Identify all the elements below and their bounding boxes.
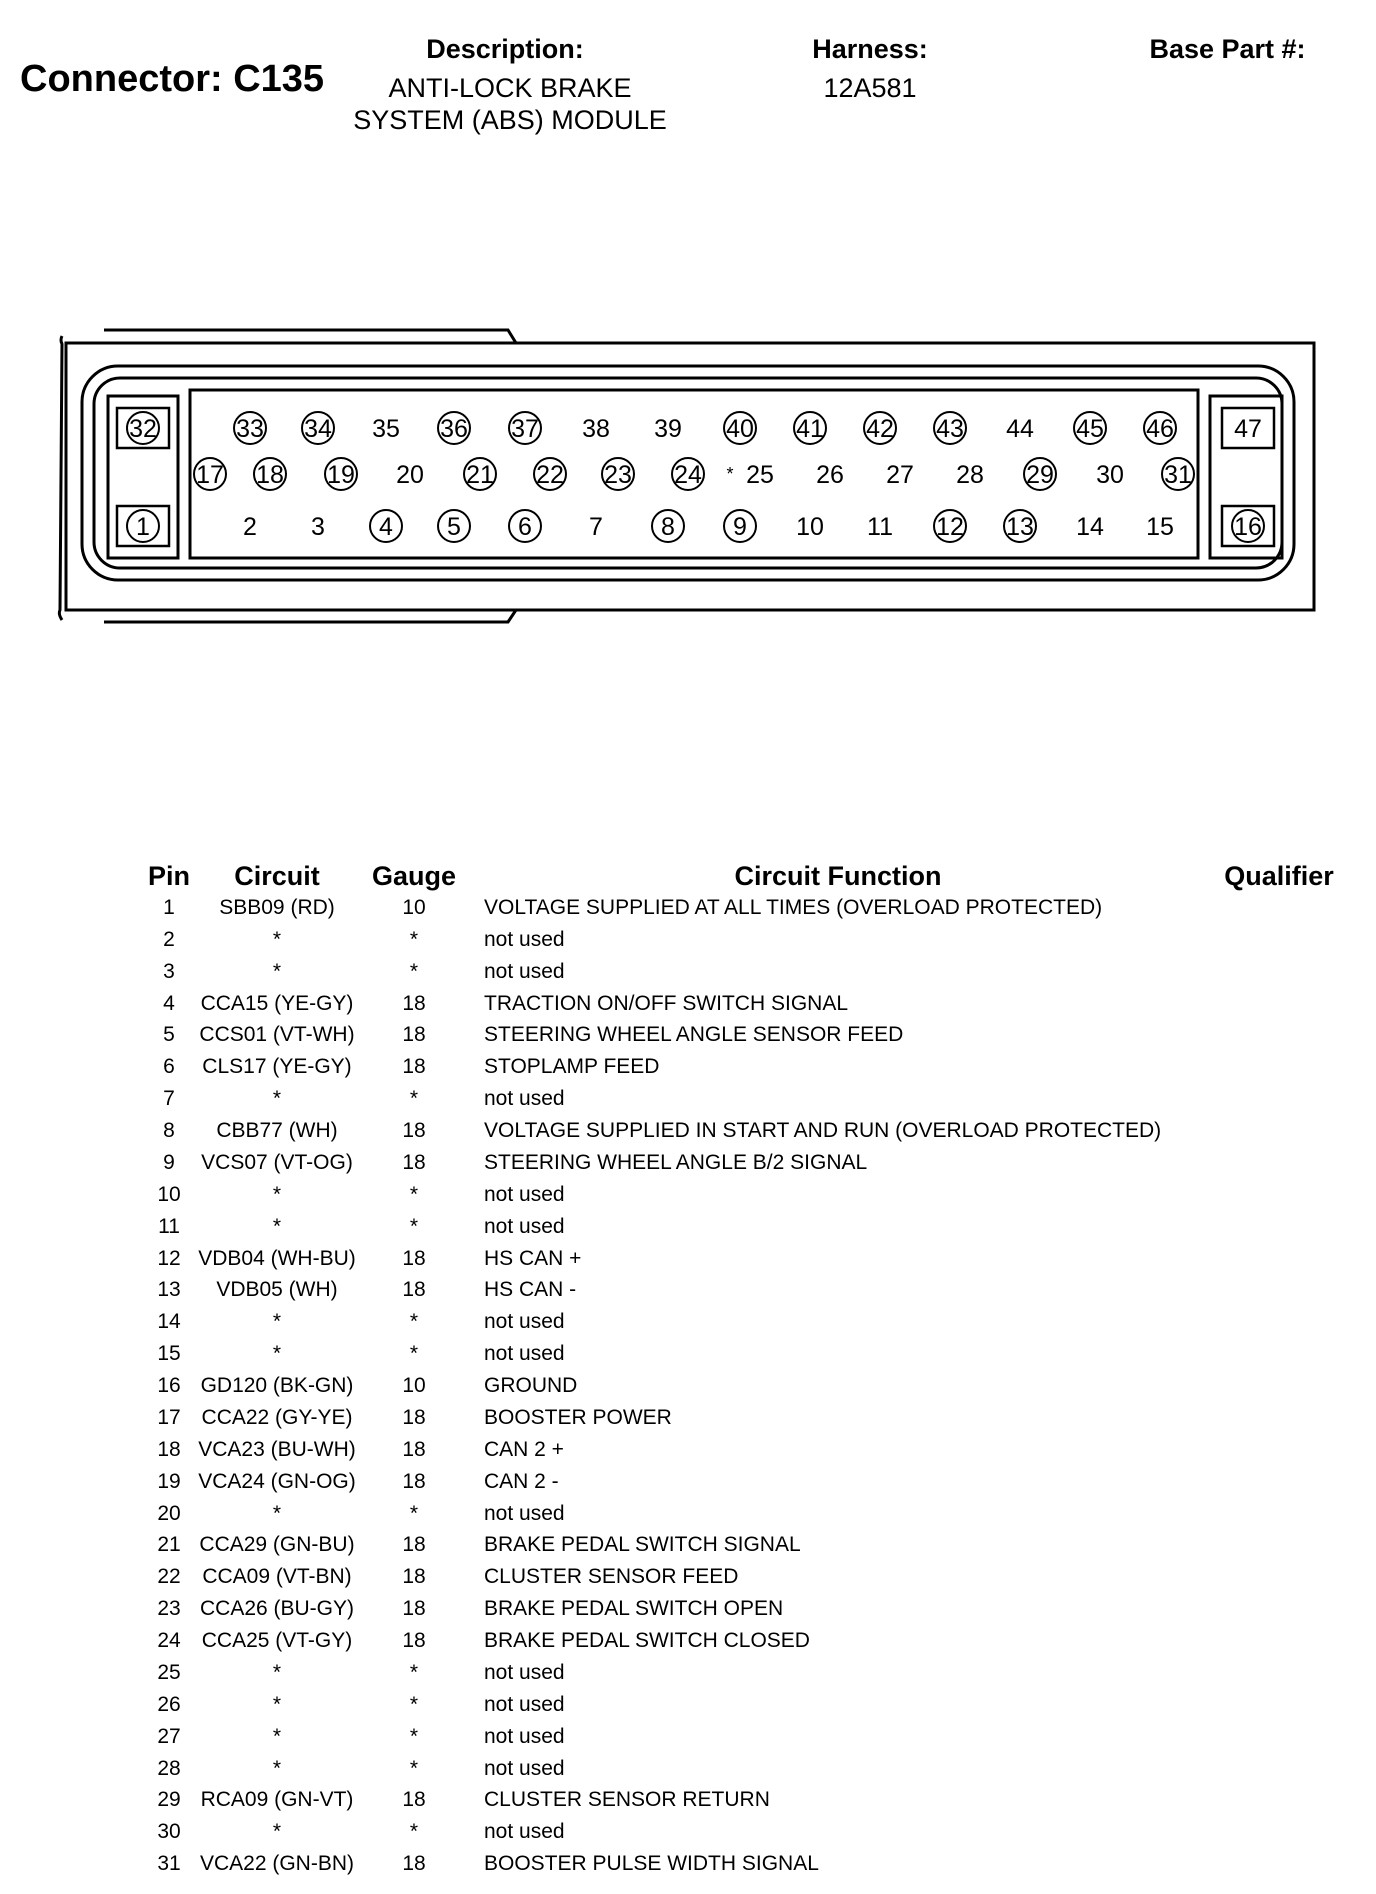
- pin-cell: 16: [157, 1374, 181, 1398]
- pin-cell: 25: [157, 1660, 181, 1684]
- table-row: [140, 1593, 1354, 1625]
- function-cell: BRAKE PEDAL SWITCH SIGNAL: [484, 1533, 801, 1557]
- pin-label-32: 32: [129, 415, 157, 443]
- qualifier-cell: [1204, 1689, 1354, 1721]
- function-cell: STEERING WHEEL ANGLE B/2 SIGNAL: [484, 1150, 868, 1174]
- qualifier-cell: [1204, 1020, 1354, 1052]
- connector-title: Connector: C135: [20, 58, 325, 100]
- function-cell: TRACTION ON/OFF SWITCH SIGNAL: [484, 991, 849, 1015]
- pin-label-36: 36: [440, 415, 468, 443]
- pin-cell: 14: [157, 1310, 181, 1334]
- gauge-cell: 18: [402, 1629, 426, 1653]
- table-header-row: [140, 858, 1354, 892]
- pin-cell: 15: [157, 1342, 181, 1366]
- circuit-cell: VCA24 (GN-OG): [198, 1469, 356, 1493]
- qualifier-cell: [1204, 1115, 1354, 1147]
- circuit-cell: *: [272, 927, 282, 951]
- pin-label-43: 43: [936, 415, 964, 443]
- circuit-cell: CCA22 (GY-YE): [201, 1405, 353, 1429]
- table-row: [140, 1275, 1354, 1307]
- function-cell: not used: [484, 1692, 565, 1716]
- qualifier-cell: [1204, 1243, 1354, 1275]
- table-row: [140, 956, 1354, 988]
- table-row: [140, 1243, 1354, 1275]
- function-cell: HS CAN +: [484, 1246, 582, 1270]
- pin-label-21: 21: [466, 461, 494, 489]
- table-row: [140, 1338, 1354, 1370]
- pin-label-8: 8: [661, 513, 675, 541]
- function-cell: not used: [484, 1342, 565, 1366]
- circuit-cell: SBB09 (RD): [219, 895, 335, 919]
- pin-label-33: 33: [236, 415, 264, 443]
- pin-label-17: 17: [196, 461, 224, 489]
- qualifier-cell: [1204, 1179, 1354, 1211]
- qualifier-cell: [1204, 1275, 1354, 1307]
- gauge-cell: 18: [402, 1852, 426, 1876]
- pin-cell: 2: [163, 927, 175, 951]
- pin-label-46: 46: [1146, 415, 1174, 443]
- gauge-cell: 18: [402, 1278, 426, 1302]
- pin-label-11: 11: [867, 513, 893, 541]
- qualifier-cell: [1204, 1211, 1354, 1243]
- table-row: [140, 1753, 1354, 1785]
- pin-cell: 13: [157, 1278, 181, 1302]
- table-row: [140, 1020, 1354, 1052]
- qualifier-cell: [1204, 1785, 1354, 1817]
- function-cell: not used: [484, 1724, 565, 1748]
- function-cell: BOOSTER PULSE WIDTH SIGNAL: [484, 1852, 819, 1876]
- circuit-cell: *: [272, 1342, 282, 1366]
- circuit-cell: *: [272, 1501, 282, 1525]
- pin-label-1: 1: [136, 513, 150, 541]
- qualifier-cell: [1204, 1147, 1354, 1179]
- qualifier-cell: [1204, 1370, 1354, 1402]
- connector-diagram: [0, 320, 1376, 640]
- pin-label-40: 40: [726, 415, 754, 443]
- gauge-cell: 18: [402, 1246, 426, 1270]
- header-pin: Pin: [147, 861, 190, 891]
- table-row: [140, 988, 1354, 1020]
- pin-cell: 18: [157, 1437, 181, 1461]
- pin-cell: 11: [158, 1214, 180, 1238]
- circuit-cell: CCS01 (VT-WH): [199, 1023, 355, 1047]
- pin-label-10: 10: [796, 513, 824, 541]
- gauge-cell: *: [409, 1660, 419, 1684]
- gauge-cell: *: [409, 1342, 419, 1366]
- qualifier-cell: [1204, 1593, 1354, 1625]
- pin-label-29: 29: [1026, 461, 1054, 489]
- table-row: [140, 1785, 1354, 1817]
- function-cell: not used: [484, 1310, 565, 1334]
- circuit-cell: *: [272, 1182, 282, 1206]
- function-cell: BOOSTER POWER: [484, 1405, 672, 1429]
- table-row: [140, 1211, 1354, 1243]
- qualifier-cell: [1204, 1402, 1354, 1434]
- circuit-cell: *: [272, 1214, 282, 1238]
- pin-cell: 19: [157, 1469, 181, 1493]
- pin-cell: 12: [157, 1246, 181, 1270]
- gauge-cell: 18: [402, 1469, 426, 1493]
- gauge-cell: *: [409, 1182, 419, 1206]
- description-label: Description:: [426, 34, 584, 64]
- pin-label-19: 19: [327, 461, 355, 489]
- qualifier-cell: [1204, 1434, 1354, 1466]
- pin-label-23: 23: [604, 461, 632, 489]
- pin-table: [140, 858, 1354, 1880]
- harness-value: 12A581: [823, 73, 917, 103]
- pin-label-31: 31: [1164, 461, 1192, 489]
- table-row: [140, 1689, 1354, 1721]
- pin-cell: 4: [163, 991, 175, 1015]
- table-row: [140, 1848, 1354, 1880]
- gauge-cell: 18: [402, 1788, 426, 1812]
- gauge-cell: *: [409, 959, 419, 983]
- pin-label-18: 18: [256, 461, 284, 489]
- qualifier-cell: [1204, 1083, 1354, 1115]
- table-row: [140, 1530, 1354, 1562]
- circuit-cell: *: [272, 1756, 282, 1780]
- table-row: [140, 892, 1354, 924]
- gauge-cell: 18: [402, 1119, 426, 1143]
- pin-cell: 24: [157, 1629, 181, 1653]
- description-line-2: SYSTEM (ABS) MODULE: [353, 105, 667, 135]
- pin-label-6: 6: [518, 513, 532, 541]
- function-cell: not used: [484, 1820, 565, 1844]
- pin-cell: 6: [163, 1055, 175, 1079]
- pin-cell: 17: [157, 1405, 181, 1429]
- gauge-cell: 18: [402, 1565, 426, 1589]
- gauge-cell: 18: [402, 1533, 426, 1557]
- table-row: [140, 1083, 1354, 1115]
- pin-label-16: 16: [1234, 513, 1262, 541]
- circuit-cell: VCA22 (GN-BN): [199, 1852, 355, 1876]
- pin-label-28: 28: [956, 461, 984, 489]
- gauge-cell: *: [409, 1214, 419, 1238]
- circuit-cell: *: [272, 959, 282, 983]
- function-cell: BRAKE PEDAL SWITCH CLOSED: [484, 1629, 810, 1653]
- pin-label-14: 14: [1076, 513, 1104, 541]
- circuit-cell: VCA23 (BU-WH): [198, 1437, 356, 1461]
- function-cell: not used: [484, 1182, 565, 1206]
- function-cell: STEERING WHEEL ANGLE SENSOR FEED: [484, 1023, 904, 1047]
- pin-cell: 9: [163, 1150, 175, 1174]
- circuit-cell: *: [272, 1310, 282, 1334]
- pin-cell: 3: [163, 959, 175, 983]
- circuit-cell: CCA29 (GN-BU): [199, 1533, 355, 1557]
- pin-label-25: 25: [746, 461, 774, 489]
- header-gauge: Gauge: [371, 861, 457, 891]
- function-cell: CAN 2 -: [484, 1469, 559, 1493]
- gauge-cell: 18: [402, 1405, 426, 1429]
- function-cell: STOPLAMP FEED: [484, 1055, 660, 1079]
- table-row: [140, 1721, 1354, 1753]
- function-cell: not used: [484, 1756, 565, 1780]
- function-cell: VOLTAGE SUPPLIED AT ALL TIMES (OVERLOAD PROTECTED): [484, 895, 1103, 919]
- function-cell: not used: [484, 959, 565, 983]
- table-row: [140, 1657, 1354, 1689]
- gauge-cell: *: [409, 1501, 419, 1525]
- function-cell: GROUND: [484, 1374, 578, 1398]
- table-row: [140, 1625, 1354, 1657]
- gauge-cell: 18: [402, 1055, 426, 1079]
- function-cell: BRAKE PEDAL SWITCH OPEN: [484, 1597, 784, 1621]
- pin-label-47: 47: [1234, 415, 1262, 443]
- circuit-cell: CCA09 (VT-BN): [202, 1565, 352, 1589]
- pin-cell: 8: [163, 1119, 175, 1143]
- circuit-cell: CBB77 (WH): [216, 1119, 338, 1143]
- qualifier-cell: [1204, 1657, 1354, 1689]
- function-cell: VOLTAGE SUPPLIED IN START AND RUN (OVERLOAD PROTECTED): [484, 1119, 1162, 1143]
- pin-label-12: 12: [936, 513, 964, 541]
- pin-cell: 31: [157, 1852, 181, 1876]
- pin-label-4: 4: [379, 513, 393, 541]
- pin-cell: 20: [157, 1501, 181, 1525]
- table-row: [140, 1498, 1354, 1530]
- gauge-cell: 18: [402, 991, 426, 1015]
- circuit-cell: VDB05 (WH): [216, 1278, 338, 1302]
- qualifier-cell: [1204, 956, 1354, 988]
- table-row: [140, 1816, 1354, 1848]
- qualifier-cell: [1204, 1051, 1354, 1083]
- pin-label-9: 9: [733, 513, 747, 541]
- qualifier-cell: [1204, 892, 1354, 924]
- function-cell: CLUSTER SENSOR FEED: [484, 1565, 739, 1589]
- pin-label-35: 35: [372, 415, 400, 443]
- gauge-cell: 18: [402, 1437, 426, 1461]
- pin-label-30: 30: [1096, 461, 1124, 489]
- connector-pins: [117, 408, 1274, 546]
- table-row: [140, 1370, 1354, 1402]
- pin-label-24: 24: [674, 461, 702, 489]
- description-line-1: ANTI-LOCK BRAKE: [388, 73, 632, 103]
- pin-cell: 1: [163, 895, 175, 919]
- pin-label-13: 13: [1006, 513, 1034, 541]
- gauge-cell: 18: [402, 1150, 426, 1174]
- qualifier-cell: [1204, 1753, 1354, 1785]
- gauge-cell: *: [409, 1310, 419, 1334]
- pin-label-15: 15: [1146, 513, 1174, 541]
- pin-label-42: 42: [866, 415, 894, 443]
- pin-label-45: 45: [1076, 415, 1104, 443]
- table-row: [140, 1434, 1354, 1466]
- qualifier-cell: [1204, 924, 1354, 956]
- gauge-cell: *: [409, 1820, 419, 1844]
- qualifier-cell: [1204, 1625, 1354, 1657]
- qualifier-cell: [1204, 988, 1354, 1020]
- gauge-cell: 10: [402, 1374, 426, 1398]
- pin-label-44: 44: [1006, 415, 1034, 443]
- circuit-cell: *: [272, 1660, 282, 1684]
- qualifier-cell: [1204, 1816, 1354, 1848]
- table-row: [140, 1561, 1354, 1593]
- gauge-cell: *: [409, 927, 419, 951]
- header-qualifier: Qualifier: [1224, 861, 1334, 891]
- function-cell: not used: [484, 927, 565, 951]
- pin-label-38: 38: [582, 415, 610, 443]
- pin-cell: 22: [157, 1565, 181, 1589]
- qualifier-cell: [1204, 1338, 1354, 1370]
- table-row: [140, 1466, 1354, 1498]
- qualifier-cell: [1204, 1721, 1354, 1753]
- function-cell: not used: [484, 1660, 565, 1684]
- pin-label-2: 2: [243, 513, 257, 541]
- table-row: [140, 1147, 1354, 1179]
- pin-label-37: 37: [511, 415, 539, 443]
- harness-label: Harness:: [812, 34, 928, 64]
- function-cell: not used: [484, 1501, 565, 1525]
- qualifier-cell: [1204, 1561, 1354, 1593]
- circuit-cell: GD120 (BK-GN): [200, 1374, 354, 1398]
- circuit-cell: CCA25 (VT-GY): [201, 1629, 353, 1653]
- circuit-cell: *: [272, 1724, 282, 1748]
- pin-label-7: 7: [589, 513, 603, 541]
- header-function: Circuit Function: [734, 861, 942, 891]
- qualifier-cell: [1204, 1306, 1354, 1338]
- pin-label-20: 20: [396, 461, 424, 489]
- function-cell: HS CAN -: [484, 1278, 577, 1302]
- table-row: [140, 1306, 1354, 1338]
- gauge-cell: *: [409, 1756, 419, 1780]
- circuit-cell: CCA26 (BU-GY): [199, 1597, 355, 1621]
- pin-cell: 26: [157, 1692, 181, 1716]
- circuit-cell: VDB04 (WH-BU): [198, 1246, 356, 1270]
- pin-cell: 28: [157, 1756, 181, 1780]
- gauge-cell: *: [409, 1724, 419, 1748]
- pin-cell: 29: [157, 1788, 181, 1812]
- circuit-cell: CCA15 (YE-GY): [200, 991, 354, 1015]
- pin-label-3: 3: [311, 513, 325, 541]
- pin-cell: 21: [157, 1533, 181, 1557]
- qualifier-cell: [1204, 1466, 1354, 1498]
- base-part-label: Base Part #:: [1149, 34, 1306, 64]
- function-cell: not used: [484, 1214, 565, 1238]
- circuit-cell: *: [272, 1820, 282, 1844]
- qualifier-cell: [1204, 1498, 1354, 1530]
- pin-label-22: 22: [536, 461, 564, 489]
- pin-label-39: 39: [654, 415, 682, 443]
- gauge-cell: *: [409, 1087, 419, 1111]
- gauge-cell: 18: [402, 1597, 426, 1621]
- table-row: [140, 1179, 1354, 1211]
- gauge-cell: 18: [402, 1023, 426, 1047]
- circuit-cell: VCS07 (VT-OG): [201, 1150, 353, 1174]
- pin-label-5: 5: [447, 513, 461, 541]
- pin-cell: 27: [157, 1724, 181, 1748]
- pin-label-27: 27: [886, 461, 914, 489]
- pin-marker: *: [726, 464, 734, 484]
- gauge-cell: *: [409, 1692, 419, 1716]
- table-row: [140, 1115, 1354, 1147]
- qualifier-cell: [1204, 1530, 1354, 1562]
- pin-label-34: 34: [304, 415, 332, 443]
- pin-cell: 10: [157, 1182, 181, 1206]
- table-row: [140, 1051, 1354, 1083]
- circuit-cell: RCA09 (GN-VT): [200, 1788, 354, 1812]
- table-row: [140, 924, 1354, 956]
- circuit-cell: *: [272, 1087, 282, 1111]
- function-cell: CLUSTER SENSOR RETURN: [484, 1788, 770, 1812]
- header-circuit: Circuit: [234, 861, 320, 891]
- gauge-cell: 10: [402, 895, 426, 919]
- pin-cell: 7: [163, 1087, 175, 1111]
- circuit-cell: CLS17 (YE-GY): [202, 1055, 352, 1079]
- pin-cell: 30: [157, 1820, 181, 1844]
- function-cell: CAN 2 +: [484, 1437, 564, 1461]
- pin-cell: 23: [157, 1597, 181, 1621]
- function-cell: not used: [484, 1087, 565, 1111]
- circuit-cell: *: [272, 1692, 282, 1716]
- qualifier-cell: [1204, 1848, 1354, 1880]
- table-row: [140, 1402, 1354, 1434]
- pin-label-26: 26: [816, 461, 844, 489]
- pin-cell: 5: [163, 1023, 175, 1047]
- description-value: [330, 72, 690, 136]
- pin-label-41: 41: [796, 415, 824, 443]
